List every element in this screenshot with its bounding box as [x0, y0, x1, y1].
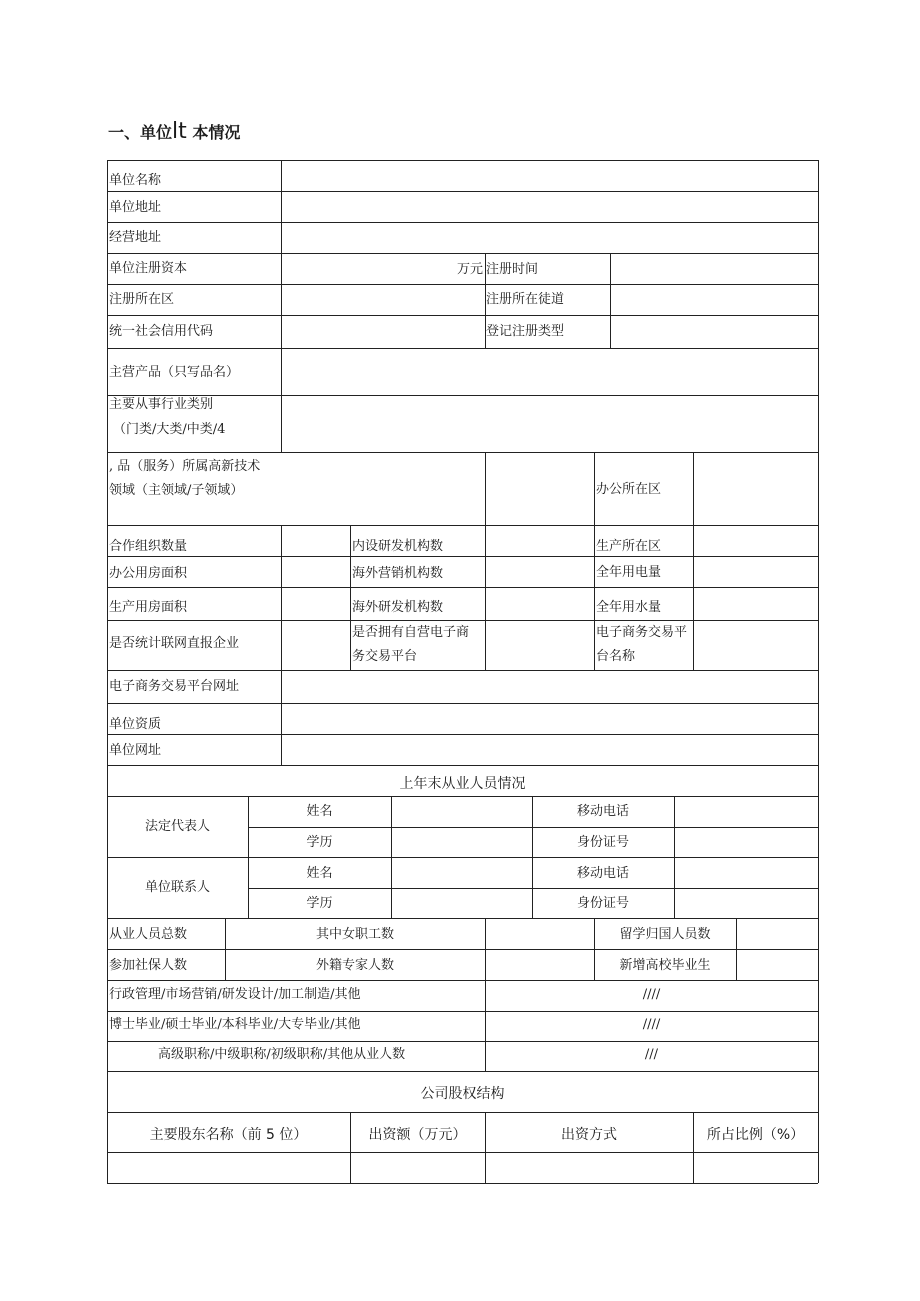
label-degree-breakdown: 博士毕业/硕士毕业/本科毕业/大专毕业/其他 — [109, 1017, 361, 1032]
label-annual-power: 全年用电量 — [596, 565, 662, 580]
label-title-breakdown: 高级职称/中级职称/初级职称/其他从业人数 — [158, 1047, 406, 1062]
label-female-staff: 其中女职工数 — [315, 927, 394, 942]
label-unit-name: 单位名称 — [109, 173, 162, 188]
label-legal-rep-mobile: 移动电话 — [576, 804, 629, 819]
label-stat-reporting: 是否统计联网直报企业 — [109, 636, 240, 651]
label-business-address: 经营地址 — [109, 230, 162, 245]
label-hightech-line2: 领域（主领域/子领域） — [109, 483, 244, 498]
label-website: 单位网址 — [109, 743, 162, 758]
label-coop-orgs: 合作组织数量 — [109, 539, 188, 554]
label-contact-name: 姓名 — [306, 866, 333, 881]
label-overseas-rd: 海外研发机构数 — [352, 600, 444, 615]
label-office-district: 办公所在区 — [596, 482, 662, 497]
section-title-glyph: lt — [172, 119, 187, 144]
label-ecommerce-own-line2: 务交易平台 — [352, 649, 418, 664]
col-investment-method: 出资方式 — [561, 1127, 617, 1143]
label-legal-rep-education: 学历 — [306, 835, 333, 850]
label-annual-water: 全年用水量 — [596, 600, 662, 615]
label-dept-breakdown: 行政管理/市场营销/研发设计/加工制造/其他 — [109, 987, 361, 1002]
label-overseas-marketing: 海外营销机构数 — [352, 566, 444, 581]
section-title: 一、单位lt 本情况 — [108, 119, 241, 144]
col-shareholder-name: 主要股东名称（前 5 位） — [149, 1127, 308, 1143]
label-production-area: 生产用房面积 — [109, 600, 188, 615]
label-capital-unit: 万元 — [457, 262, 484, 277]
label-registered-capital: 单位注册资本 — [109, 261, 188, 276]
label-new-grads: 新增高校毕业生 — [619, 958, 711, 973]
label-legal-rep-name: 姓名 — [306, 804, 333, 819]
label-unit-address: 单位地址 — [109, 200, 162, 215]
label-ecommerce-own-line1: 是否拥有自营电子商 — [352, 625, 470, 640]
label-office-area: 办公用房面积 — [109, 566, 188, 581]
label-ecommerce-url: 电子商务交易平台网址 — [109, 679, 240, 694]
col-share-ratio: 所占比例（%） — [706, 1127, 805, 1143]
label-main-products: 主营产品（只写品名） — [109, 365, 240, 380]
label-industry-line1: 主要从事行业类别 — [109, 397, 214, 412]
label-legal-rep-id: 身份证号 — [576, 835, 629, 850]
label-production-district: 生产所在区 — [596, 539, 662, 554]
label-contact-education: 学历 — [306, 896, 333, 911]
col-investment-amount: 出资额（万元） — [368, 1127, 467, 1143]
staff-section-header: 上年末从业人员情况 — [399, 776, 526, 792]
label-registration-time: 注册时间 — [486, 262, 539, 277]
label-registered-street: 注册所在徒道 — [486, 292, 565, 307]
value-degree-breakdown: //// — [642, 1017, 661, 1032]
label-qualification: 单位资质 — [109, 717, 162, 732]
label-ecommerce-name-line1: 电子商务交易平 — [596, 625, 688, 640]
label-staff-total: 从业人员总数 — [109, 927, 188, 942]
equity-section-header: 公司股权结构 — [420, 1086, 505, 1102]
label-contact: 单位联系人 — [144, 880, 210, 895]
label-returnees: 留学归国人员数 — [619, 927, 711, 942]
label-internal-rd: 内设研发机构数 — [352, 539, 444, 554]
label-contact-id: 身份证号 — [576, 896, 629, 911]
label-industry-line2: （门类/大类/中类/4 — [113, 422, 226, 437]
value-dept-breakdown: //// — [642, 987, 661, 1002]
label-legal-rep: 法定代表人 — [144, 819, 210, 834]
value-title-breakdown: /// — [644, 1047, 659, 1062]
label-credit-code: 统一社会信用代码 — [109, 324, 214, 339]
label-foreign-experts: 外籍专家人数 — [315, 958, 394, 973]
label-hightech-line1: , 品（服务）所属高新技术 — [109, 459, 261, 474]
label-contact-mobile: 移动电话 — [576, 866, 629, 881]
label-ecommerce-name-line2: 台名称 — [596, 649, 636, 664]
label-social-insurance: 参加社保人数 — [109, 958, 188, 973]
label-registration-type: 登记注册类型 — [486, 324, 565, 339]
label-registered-district: 注册所在区 — [109, 292, 175, 307]
